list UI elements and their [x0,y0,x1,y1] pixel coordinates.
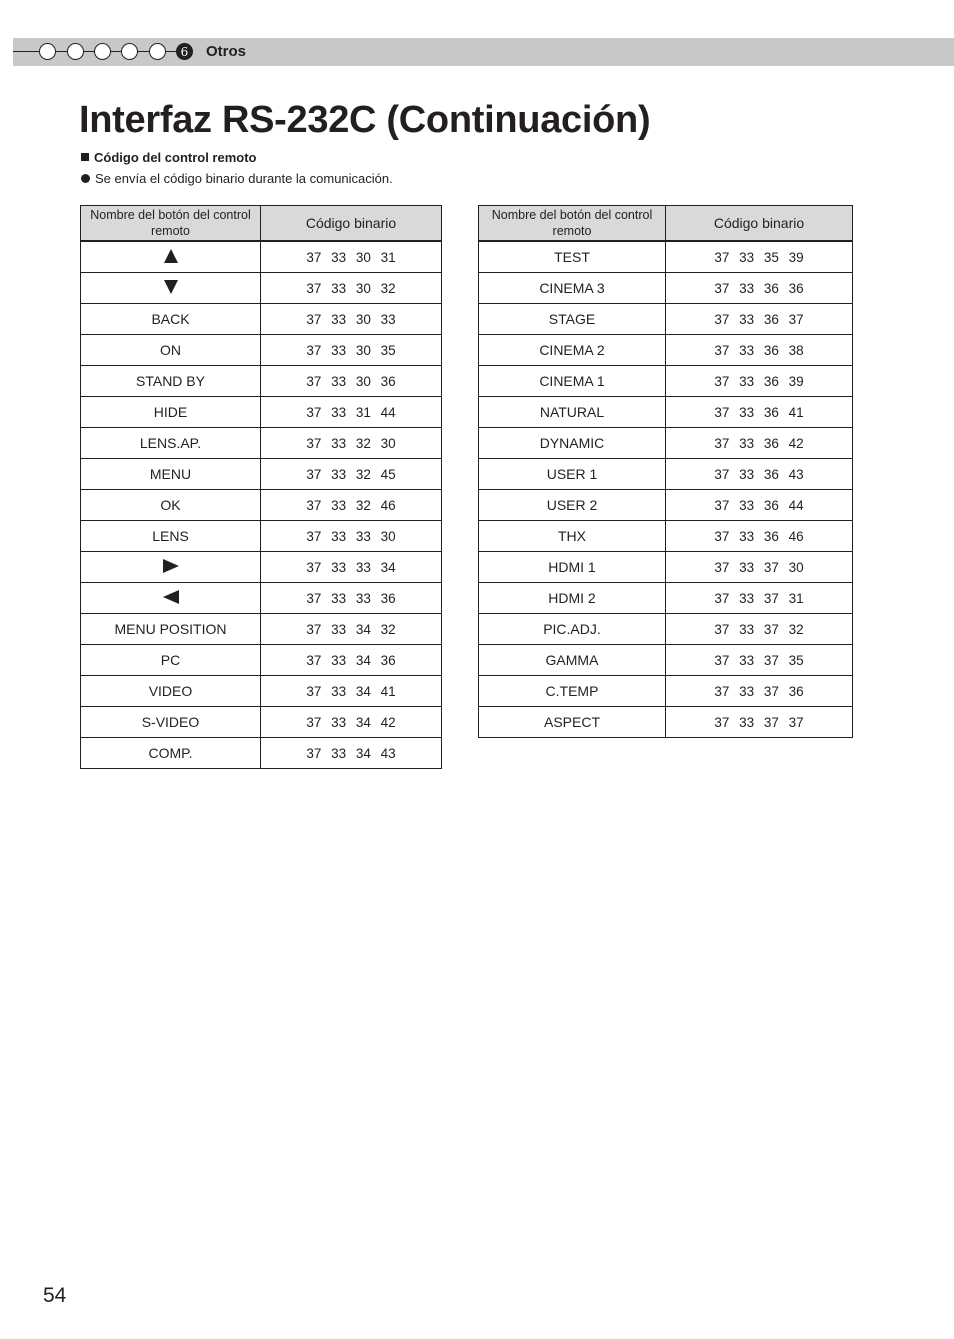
section-label: Otros [206,43,247,60]
col-header-name: Nombre del botón del control remoto [479,206,666,242]
arrow-down-icon [164,280,178,294]
table-row [81,707,442,738]
button-name-cell: CINEMA 3 [479,273,666,304]
chapter-dot-4 [121,43,138,60]
chapter-dot-current: 6 [176,43,193,60]
chapter-dot-2 [67,43,84,60]
table-row [479,676,853,707]
button-name-cell: STAND BY [81,366,261,397]
button-name-cell [81,241,261,273]
button-name-cell [81,552,261,583]
table-row [81,490,442,521]
button-name-cell: MENU POSITION [81,614,261,645]
table-row [81,583,442,614]
table-row [81,738,442,769]
button-name-cell [81,583,261,614]
binary-code-cell: 37 33 36 42 [666,428,853,459]
button-name-cell: CINEMA 2 [479,335,666,366]
arrow-left-icon [163,590,179,604]
table-row [81,614,442,645]
binary-code-cell: 37 33 37 32 [666,614,853,645]
binary-code-cell: 37 33 37 36 [666,676,853,707]
button-name-cell: VIDEO [81,676,261,707]
note-text: Se envía el código binario durante la comunicación. [95,171,393,186]
binary-code-cell: 37 33 30 33 [261,304,442,335]
chapter-dot-1 [39,43,56,60]
button-name-cell: ASPECT [479,707,666,738]
table-row [479,397,853,428]
binary-code-cell: 37 33 31 44 [261,397,442,428]
button-name-cell: STAGE [479,304,666,335]
button-name-cell: DYNAMIC [479,428,666,459]
button-name-cell: LENS [81,521,261,552]
table-row [81,459,442,490]
button-name-cell: PC [81,645,261,676]
binary-code-cell: 37 33 37 35 [666,645,853,676]
binary-code-cell: 37 33 36 43 [666,459,853,490]
table-row [479,241,853,273]
table-row [81,273,442,304]
binary-code-cell: 37 33 36 36 [666,273,853,304]
button-name-cell: CINEMA 1 [479,366,666,397]
col-header-code: Código binario [666,206,853,242]
remote-code-table-left [80,205,442,769]
button-name-cell: NATURAL [479,397,666,428]
table-row [81,366,442,397]
table-row [479,335,853,366]
table-row [479,366,853,397]
table-row [81,645,442,676]
table-row [81,428,442,459]
table-row [479,304,853,335]
button-name-cell: OK [81,490,261,521]
binary-code-cell: 37 33 34 32 [261,614,442,645]
binary-code-cell: 37 33 33 30 [261,521,442,552]
button-name-cell: MENU [81,459,261,490]
binary-code-cell: 37 33 32 45 [261,459,442,490]
button-name-cell: HIDE [81,397,261,428]
table-row [479,490,853,521]
arrow-right-icon [163,559,179,573]
binary-code-cell: 37 33 30 32 [261,273,442,304]
binary-code-cell: 37 33 32 30 [261,428,442,459]
button-name-cell: C.TEMP [479,676,666,707]
binary-code-cell: 37 33 30 31 [261,241,442,273]
table-row [479,273,853,304]
binary-code-cell: 37 33 36 44 [666,490,853,521]
table-row [81,304,442,335]
binary-code-cell: 37 33 34 43 [261,738,442,769]
table-row [479,459,853,490]
col-header-code: Código binario [261,206,442,242]
table-row [479,707,853,738]
binary-code-cell: 37 33 37 37 [666,707,853,738]
button-name-cell: USER 1 [479,459,666,490]
binary-code-cell: 37 33 35 39 [666,241,853,273]
button-name-cell: ON [81,335,261,366]
button-name-cell: GAMMA [479,645,666,676]
binary-code-cell: 37 33 36 46 [666,521,853,552]
chapter-dot-3 [94,43,111,60]
note [81,170,393,187]
binary-code-cell: 37 33 34 36 [261,645,442,676]
table-row [479,521,853,552]
button-name-cell: HDMI 1 [479,552,666,583]
table-row [81,335,442,366]
binary-code-cell: 37 33 36 39 [666,366,853,397]
table-row [81,676,442,707]
binary-code-cell: 37 33 30 35 [261,335,442,366]
button-name-cell: TEST [479,241,666,273]
button-name-cell: LENS.AP. [81,428,261,459]
binary-code-cell: 37 33 36 38 [666,335,853,366]
table-row [479,645,853,676]
binary-code-cell: 37 33 34 41 [261,676,442,707]
binary-code-cell: 37 33 33 34 [261,552,442,583]
binary-code-cell: 37 33 37 31 [666,583,853,614]
chapter-dot-5 [149,43,166,60]
button-name-cell [81,273,261,304]
table-row [81,397,442,428]
remote-code-table-right [478,205,853,738]
button-name-cell: COMP. [81,738,261,769]
binary-code-cell: 37 33 32 46 [261,490,442,521]
table-row [479,428,853,459]
table-row [81,241,442,273]
button-name-cell: PIC.ADJ. [479,614,666,645]
table-row [81,552,442,583]
page-title: Interfaz RS-232C (Continuación) [79,99,651,141]
button-name-cell: USER 2 [479,490,666,521]
binary-code-cell: 37 33 34 42 [261,707,442,738]
subhead-text: Código del control remoto [94,150,257,165]
button-name-cell: HDMI 2 [479,583,666,614]
button-name-cell: THX [479,521,666,552]
subhead [81,149,257,166]
col-header-name: Nombre del botón del control remoto [81,206,261,242]
arrow-up-icon [164,249,178,263]
binary-code-cell: 37 33 37 30 [666,552,853,583]
page-number: 54 [43,1284,67,1307]
binary-code-cell: 37 33 30 36 [261,366,442,397]
table-row [479,583,853,614]
table-row [81,521,442,552]
table-row [479,552,853,583]
button-name-cell: BACK [81,304,261,335]
binary-code-cell: 37 33 33 36 [261,583,442,614]
table-row [479,614,853,645]
round-bullet-icon [81,174,90,183]
button-name-cell: S-VIDEO [81,707,261,738]
square-bullet-icon [81,153,89,161]
binary-code-cell: 37 33 36 41 [666,397,853,428]
binary-code-cell: 37 33 36 37 [666,304,853,335]
